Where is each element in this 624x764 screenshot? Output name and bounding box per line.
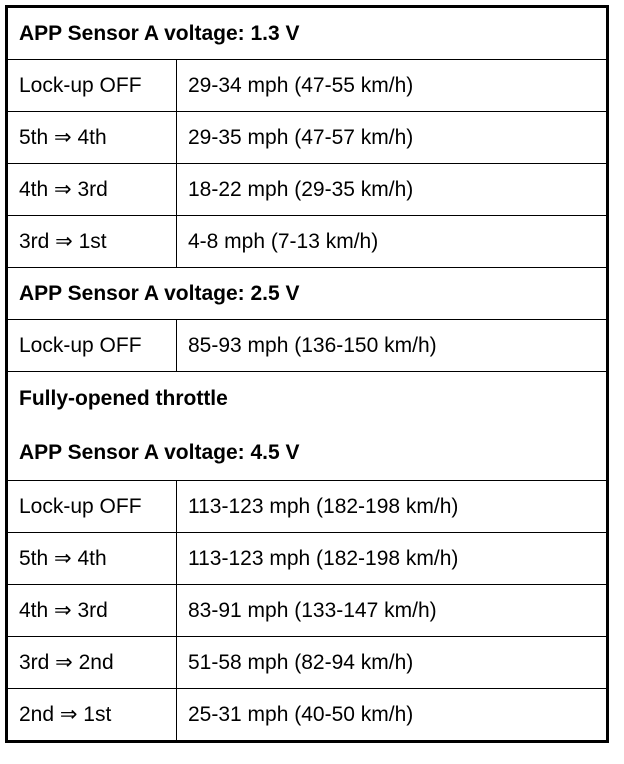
shift-condition-cell: 3rd ⇒ 2nd — [7, 637, 177, 689]
vehicle-speed-cell: 29-34 mph (47-55 km/h) — [177, 60, 608, 112]
section-header-row — [7, 7, 608, 60]
section-heading: APP Sensor A voltage: 2.5 V — [7, 268, 608, 320]
shift-condition-cell: Lock-up OFF — [7, 481, 177, 533]
section-header-row — [7, 268, 608, 320]
shift-condition-cell: 2nd ⇒ 1st — [7, 689, 177, 742]
table-row — [7, 585, 608, 637]
table-row — [7, 112, 608, 164]
table-row — [7, 481, 608, 533]
section-header-row — [7, 372, 608, 481]
shift-condition-cell: 4th ⇒ 3rd — [7, 585, 177, 637]
table-row — [7, 533, 608, 585]
section-subheading: APP Sensor A voltage: 4.5 V — [19, 441, 300, 464]
shift-condition-cell: Lock-up OFF — [7, 320, 177, 372]
table-row — [7, 320, 608, 372]
shift-speed-table — [5, 5, 609, 743]
vehicle-speed-cell: 51-58 mph (82-94 km/h) — [177, 637, 608, 689]
vehicle-speed-cell: 113-123 mph (182-198 km/h) — [177, 533, 608, 585]
vehicle-speed-cell: 4-8 mph (7-13 km/h) — [177, 216, 608, 268]
table-row — [7, 637, 608, 689]
shift-condition-cell: 4th ⇒ 3rd — [7, 164, 177, 216]
table-row — [7, 60, 608, 112]
shift-condition-cell: Lock-up OFF — [7, 60, 177, 112]
vehicle-speed-cell: 18-22 mph (29-35 km/h) — [177, 164, 608, 216]
vehicle-speed-cell: 85-93 mph (136-150 km/h) — [177, 320, 608, 372]
vehicle-speed-cell: 29-35 mph (47-57 km/h) — [177, 112, 608, 164]
section-heading: APP Sensor A voltage: 1.3 V — [7, 7, 608, 60]
vehicle-speed-cell: 25-31 mph (40-50 km/h) — [177, 689, 608, 742]
shift-condition-cell: 5th ⇒ 4th — [7, 112, 177, 164]
table-row — [7, 164, 608, 216]
section-heading: Fully-opened throttle — [19, 387, 228, 410]
vehicle-speed-cell: 113-123 mph (182-198 km/h) — [177, 481, 608, 533]
section-header-cell — [7, 372, 608, 481]
shift-condition-cell: 3rd ⇒ 1st — [7, 216, 177, 268]
vehicle-speed-cell: 83-91 mph (133-147 km/h) — [177, 585, 608, 637]
shift-condition-cell: 5th ⇒ 4th — [7, 533, 177, 585]
table-row — [7, 216, 608, 268]
table-row — [7, 689, 608, 742]
